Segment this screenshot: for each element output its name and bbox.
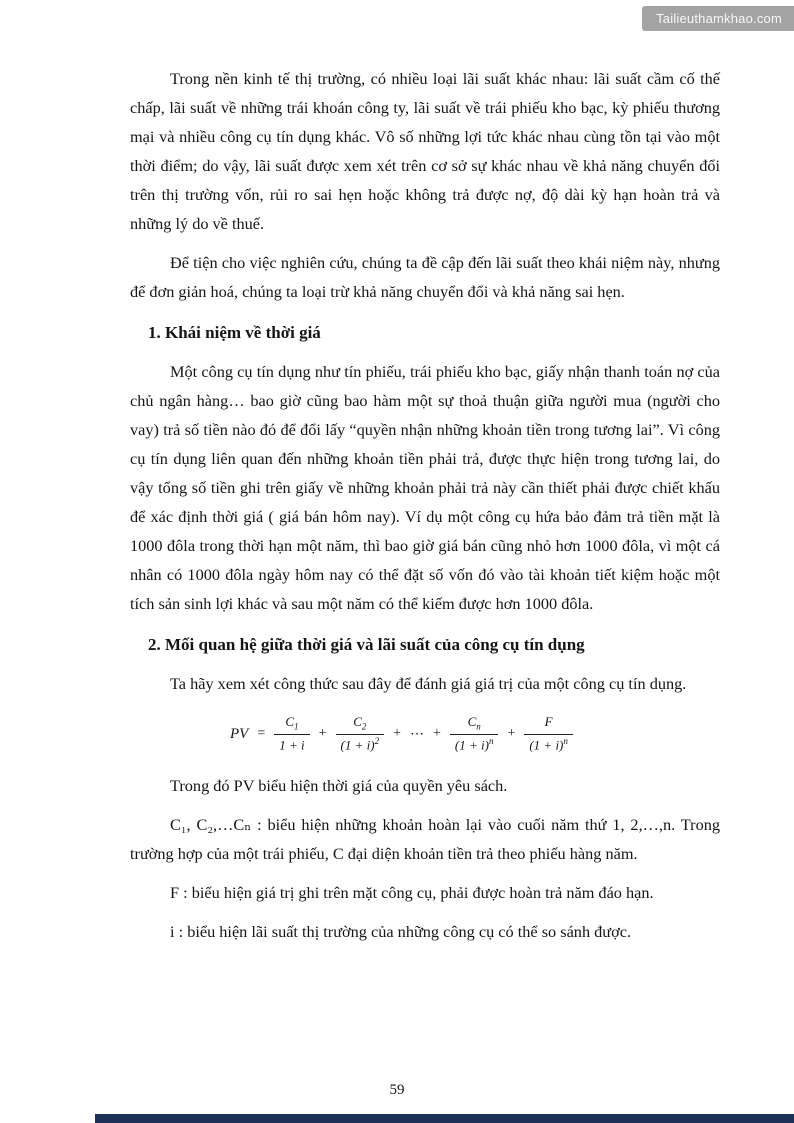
formula-term-4 xyxy=(524,714,573,755)
formula-term-3-denominator: $(1 + i)^n$ xyxy=(454,736,494,753)
formula-ellipsis: ⋯ xyxy=(409,726,424,742)
formula-term-1-numerator: $C_1$ xyxy=(274,714,309,735)
formula-term-3 xyxy=(450,714,499,755)
present-value-formula xyxy=(230,714,720,755)
formula-term-2-numerator: $C_2$ xyxy=(336,714,385,735)
formula-term-4-numerator: F xyxy=(524,714,573,735)
paragraph-pv-definition: Trong đó PV biểu hiện thời giá của quyền yêu sách. xyxy=(170,775,508,795)
formula-plus-sign: + xyxy=(432,726,441,742)
page-content xyxy=(130,64,720,956)
paragraph-research-scope: Để tiện cho việc nghiên cứu, chúng ta đề cập đến lãi suất theo khái niệm này, nhưng để đơn giản hoá, chúng ta loại trừ khả năng chuyển đổi và khả năng sai hẹn. xyxy=(130,253,720,301)
formula-term-4-denominator: $(1 + i)^n$ xyxy=(529,736,568,753)
paragraph-i-definition: i : biểu hiện lãi suất thị trường của những công cụ có thể so sánh được. xyxy=(170,921,632,941)
formula-term-3-numerator: $C_n$ xyxy=(450,714,499,735)
paragraph-f-definition: F : biểu hiện giá trị ghi trên mặt công cụ, phải được hoàn trả năm đáo hạn. xyxy=(170,882,654,902)
formula-term-1-denominator: 1 + i xyxy=(279,737,305,753)
paragraph-c-definition: C₁, C₂,…Cₙ : biểu hiện những khoản hoàn lại vào cuối năm thứ 1, 2,…,n. Trong trường hợp của một trái phiếu, C đại diện khoản tiền trả theo phiếu hàng năm. xyxy=(130,814,720,863)
formula-term-2-denominator: $(1 + i)^2$ xyxy=(340,736,380,753)
page-number: 59 xyxy=(389,1082,405,1098)
formula-plus-sign: + xyxy=(507,726,516,742)
formula-plus-sign: + xyxy=(393,726,401,742)
formula-term-1 xyxy=(274,714,309,755)
heading-section-2-relation: 2. Mối quan hệ giữa thời giá và lãi suất của công cụ tín dụng xyxy=(148,635,585,654)
formula-term-2 xyxy=(336,714,385,755)
paragraph-interest-rate-types: Trong nền kinh tế thị trường, có nhiều loại lãi suất khác nhau: lãi suất cầm cố thế chấp, lãi suất về những trái khoán công ty, lãi suất về trái phiếu kho bạc, kỳ phiếu thương mại và nhiều công cụ tín dụng khác. Vô số những lợi tức khác nhau cùng tồn tại vào một thời điểm; do vậy, lãi suất được xem xét trên cơ sở sự khác nhau về khả năng chuyển đổi trên thị trường vốn, rủi ro sai hẹn hoặc không trả được nợ, độ dài kỳ hạn hoàn trả và những lý do về thuế. xyxy=(130,69,720,233)
paragraph-formula-intro: Ta hãy xem xét công thức sau đây để đánh giá giá trị của một công cụ tín dụng. xyxy=(170,674,687,693)
bottom-decorative-bar xyxy=(95,1114,794,1123)
heading-section-1-time-value: 1. Khái niệm về thời giá xyxy=(148,323,321,342)
formula-equals-sign: = xyxy=(257,726,266,742)
watermark-site-label: Tailieuthamkhao.com xyxy=(642,6,794,31)
paragraph-time-value-concept: Một công cụ tín dụng như tín phiếu, trái phiếu kho bạc, giấy nhận thanh toán nợ của chủ ngân hàng… bao giờ cũng bao hàm một sự thoả thuận giữa người mua (người cho vay) trả số tiền nào đó để đổi lấy “quyền nhận những khoản tiền trong tương lai”. Vì công cụ tín dụng liên quan đến những khoản tiền phải trả, được thực hiện trong tương lai, do vậy tổng số tiền ghi trên giấy về những khoản phải trả này cần thiết phải được chiết khấu để xác định thời giá ( giá bán hôm nay). Ví dụ một công cụ hứa bảo đảm trả tiền mặt là 1000 đôla trong thời hạn một năm, thì bao giờ giá bán cũng nhỏ hơn 1000 đôla, vì một cá nhân có 1000 đôla ngày hôm nay có thể đặt số vốn đó vào tài khoản tiết kiệm hoặc một tích sản sinh lợi khác và sau một năm có thể kiếm được hơn 1000 đôla. xyxy=(130,362,720,613)
formula-lhs: PV xyxy=(230,725,249,742)
formula-plus-sign: + xyxy=(318,726,327,742)
